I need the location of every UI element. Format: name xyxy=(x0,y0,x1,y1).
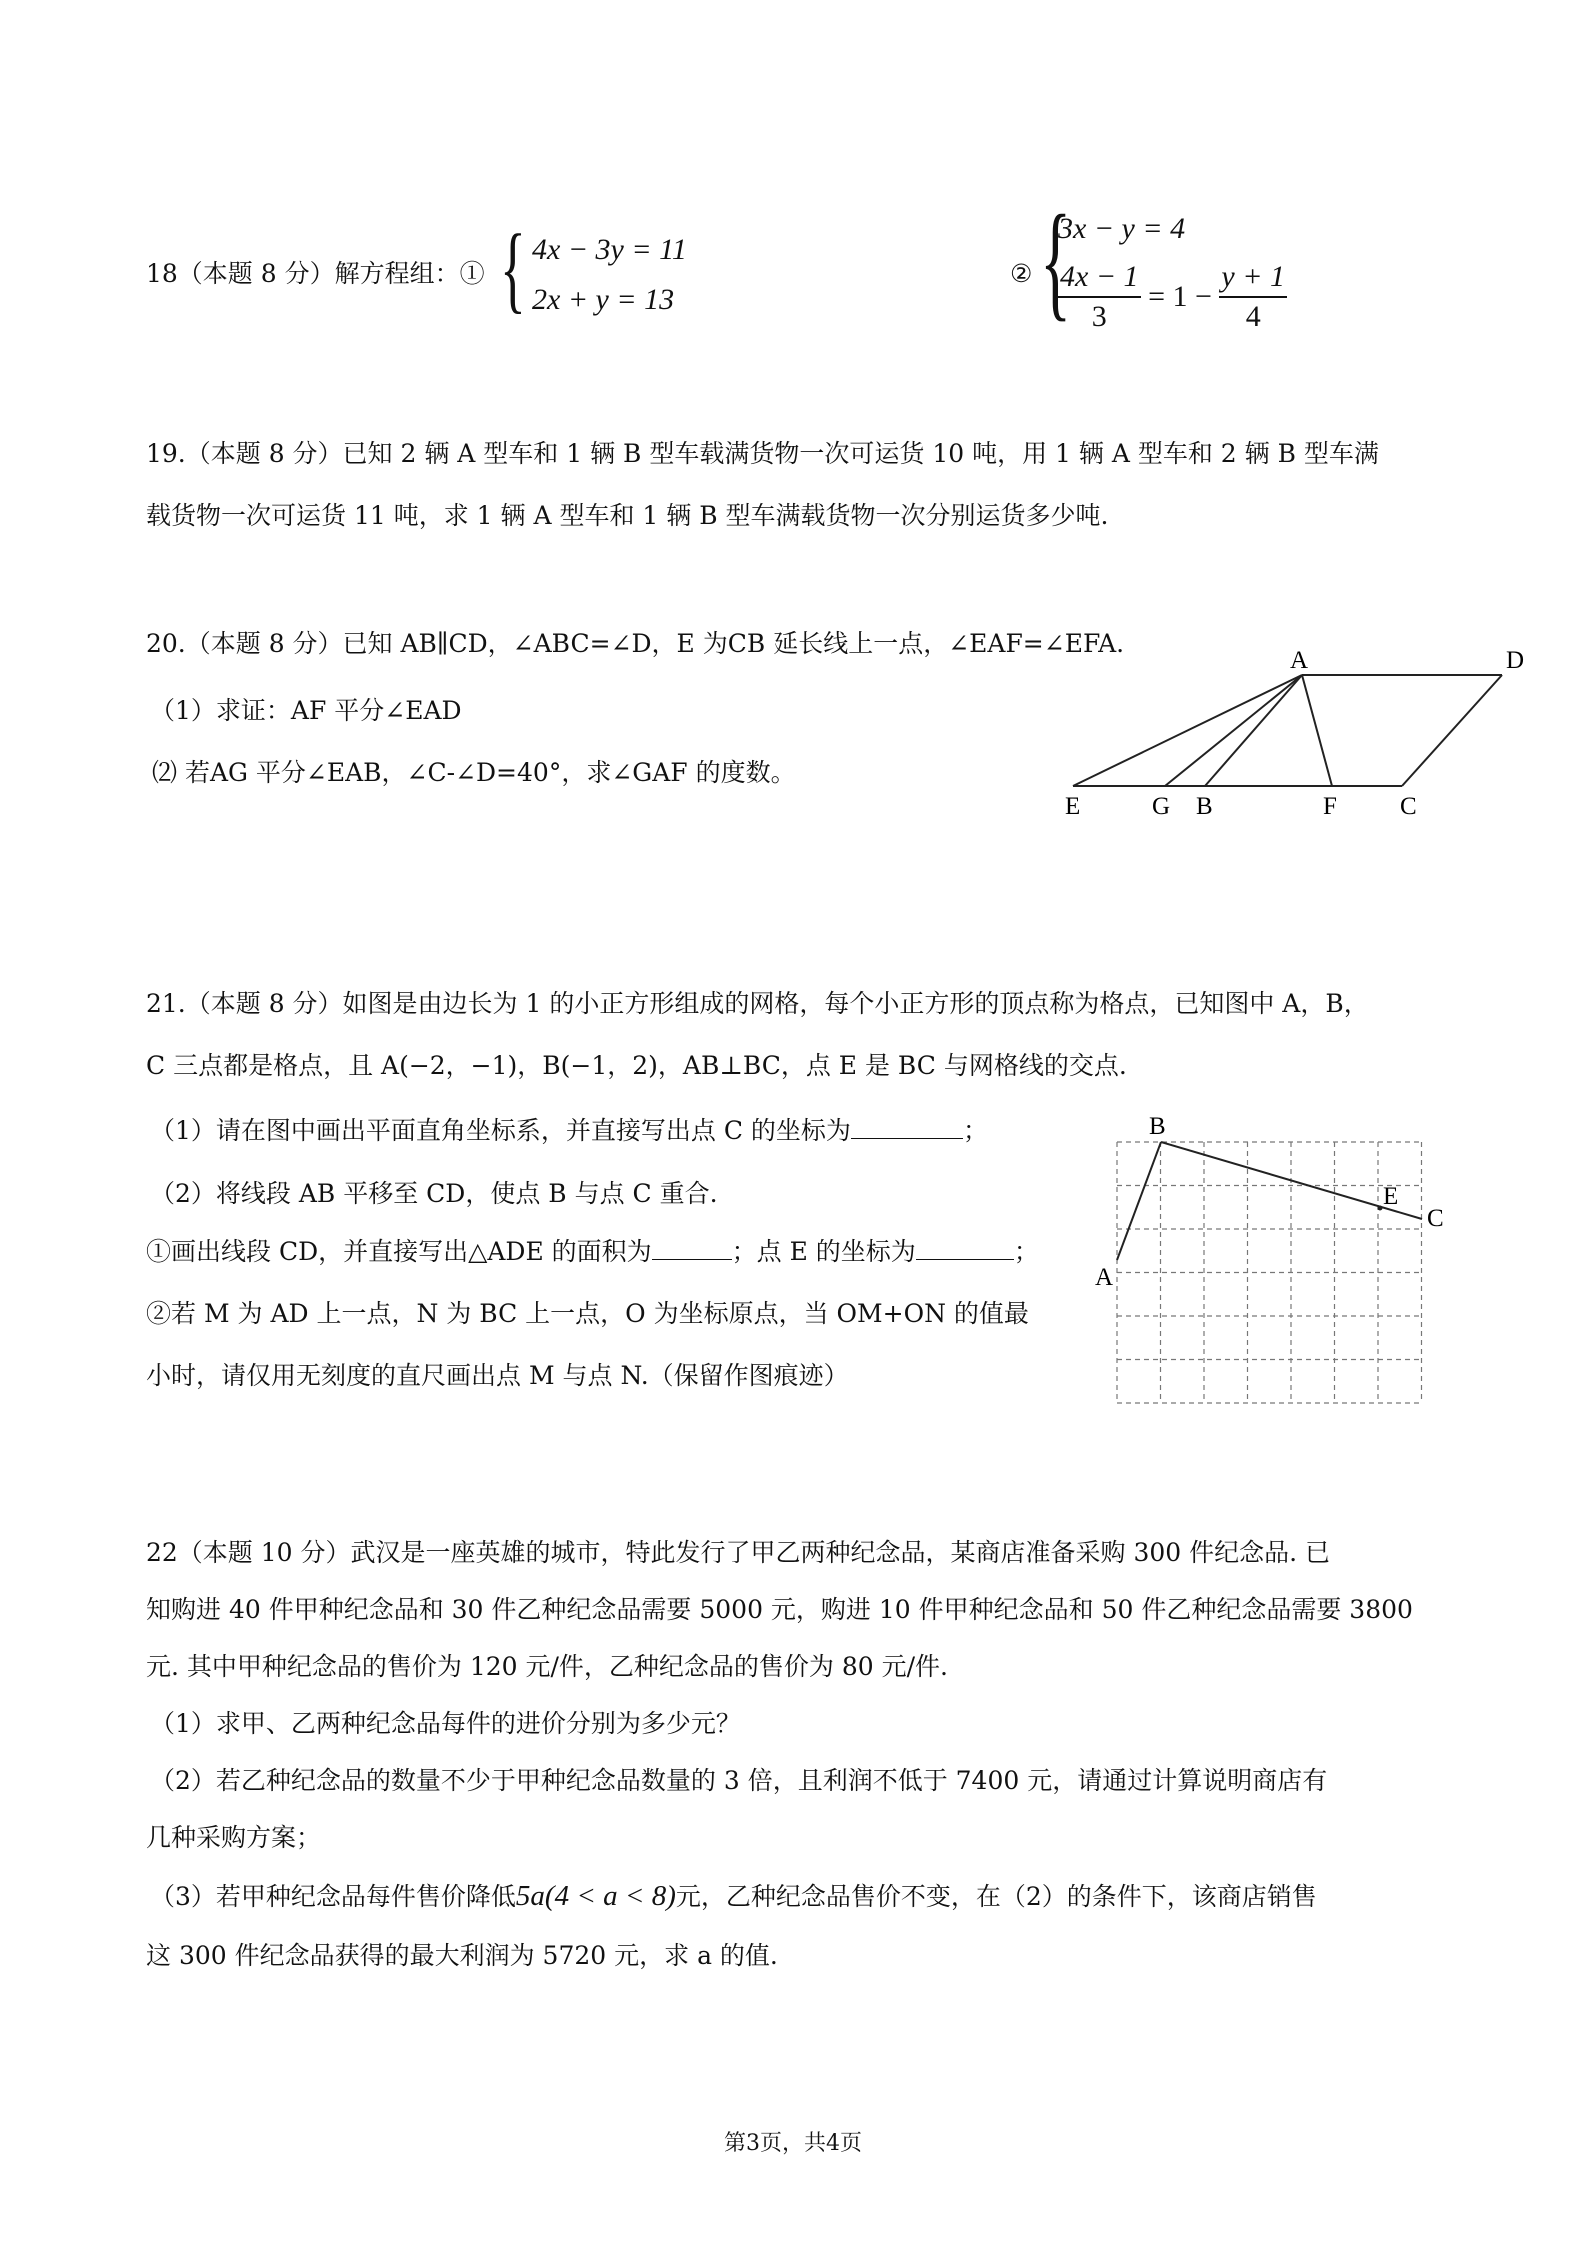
q21-line5-text: ①画出线段 CD，并直接写出△ADE 的面积为 xyxy=(146,1237,652,1266)
q21-line5-mid: ；点 E 的坐标为 xyxy=(731,1237,916,1266)
q18-sys2-mid: = 1 − xyxy=(1148,280,1212,313)
q18-frac1-num: 4x − 1 xyxy=(1058,260,1141,298)
q21-label-e: E xyxy=(1383,1183,1399,1210)
q21-grid-figure xyxy=(1095,1100,1455,1400)
q22-line1: 22（本题 10 分）武汉是一座英雄的城市，特此发行了甲乙两种纪念品，某商店准备采购 300 件纪念品. 已 xyxy=(146,1538,1331,1567)
q20-label-f: F xyxy=(1323,793,1337,820)
q18-brace-1: { xyxy=(500,215,526,323)
q18-sys2-eq1: 3x − y = 4 xyxy=(1058,212,1186,245)
q19-line1: 19.（本题 8 分）已知 2 辆 A 型车和 1 辆 B 型车载满货物一次可运货 10 吨，用 1 辆 A 型车和 2 辆 B 型车满 xyxy=(146,439,1379,468)
q21-line3-end: ； xyxy=(962,1116,988,1145)
q19-line2: 载货物一次可运货 11 吨，求 1 辆 A 型车和 1 辆 B 型车满载货物一次分别运货多少吨. xyxy=(146,501,1109,530)
page-footer: 第3页，共4页 xyxy=(724,2131,862,2156)
q22-line7 xyxy=(150,1880,1317,1913)
q22-line6: 几种采购方案； xyxy=(146,1823,322,1852)
q21-line3 xyxy=(150,1115,988,1147)
q18-frac1-den: 3 xyxy=(1091,300,1107,333)
q21-line1: 21.（本题 8 分）如图是由边长为 1 的小正方形组成的网格，每个小正方形的顶点称为格点，已知图中 A，B， xyxy=(146,989,1369,1018)
q20-label-c: C xyxy=(1400,793,1417,820)
q21-blank-e-coord[interactable] xyxy=(916,1237,1014,1260)
q21-line4: （2）将线段 AB 平移至 CD，使点 B 与点 C 重合. xyxy=(150,1179,718,1208)
q21-line3-text: （1）请在图中画出平面直角坐标系，并直接写出点 C 的坐标为 xyxy=(150,1116,851,1145)
q22-line7-text: （3）若甲种纪念品每件售价降低 xyxy=(150,1882,516,1911)
q21-blank-c-coord[interactable] xyxy=(851,1116,963,1139)
q22-line3: 元. 其中甲种纪念品的售价为 120 元/件，乙种纪念品的售价为 80 元/件. xyxy=(146,1652,949,1681)
q18-prefix: 18（本题 8 分）解方程组：① xyxy=(146,259,485,288)
q21-line5 xyxy=(146,1236,1039,1268)
q22-line8: 这 300 件纪念品获得的最大利润为 5720 元，求 a 的值. xyxy=(146,1941,778,1970)
q21-line7: 小时，请仅用无刻度的直尺画出点 M 与点 N.（保留作图痕迹） xyxy=(146,1361,849,1390)
q22-line4: （1）求甲、乙两种纪念品每件的进价分别为多少元？ xyxy=(150,1709,741,1738)
q18-sys1-eq1: 4x − 3y = 11 xyxy=(532,233,687,266)
q22-line7-math: 5a(4 < a < 8) xyxy=(515,1880,676,1912)
q20-line2: （1）求证：AF 平分∠EAD xyxy=(150,696,462,725)
q21-label-b: B xyxy=(1149,1113,1166,1140)
q20-figure xyxy=(1040,630,1525,830)
q18-sys1-eq2: 2x + y = 13 xyxy=(532,283,675,316)
q20-label-g: G xyxy=(1152,793,1171,820)
q21-line6: ②若 M 为 AD 上一点，N 为 BC 上一点，O 为坐标原点，当 OM+ON 的值最 xyxy=(146,1299,1029,1328)
q18-circle-2: ② xyxy=(1010,259,1033,288)
q20-label-e: E xyxy=(1065,793,1081,820)
q21-label-a: A xyxy=(1095,1264,1114,1291)
q18-frac2-den: 4 xyxy=(1245,300,1261,333)
q20-label-d: D xyxy=(1506,647,1525,674)
q18-brace-2: { xyxy=(1040,189,1072,333)
q21-blank-area[interactable] xyxy=(652,1237,732,1260)
q20-label-b: B xyxy=(1196,793,1213,820)
q22-line7-rest: 元，乙种纪念品售价不变，在（2）的条件下，该商店销售 xyxy=(675,1882,1317,1911)
q20-label-a: A xyxy=(1290,647,1309,674)
q18-sys2-eq2 xyxy=(1058,260,1287,334)
q20-line1: 20.（本题 8 分）已知 AB∥CD，∠ABC=∠D，E 为CB 延长线上一点，∠EAF=∠EFA. xyxy=(146,629,1125,658)
q22-line2: 知购进 40 件甲种纪念品和 30 件乙种纪念品需要 5000 元，购进 10 件甲种纪念品和 50 件乙种纪念品需要 3800 xyxy=(146,1595,1413,1624)
q21-label-c: C xyxy=(1427,1205,1444,1232)
q21-line2: C 三点都是格点，且 A(−2，−1)，B(−1，2)，AB⊥BC，点 E 是 BC 与网格线的交点. xyxy=(146,1051,1127,1080)
q21-line5-end: ； xyxy=(1013,1237,1039,1266)
q22-line5: （2）若乙种纪念品的数量不少于甲种纪念品数量的 3 倍，且利润不低于 7400 元，请通过计算说明商店有 xyxy=(150,1766,1328,1795)
q18-frac2-num: y + 1 xyxy=(1219,260,1287,298)
q20-line3: ⑵ 若AG 平分∠EAB，∠C-∠D=40°，求∠GAF 的度数。 xyxy=(152,758,796,787)
